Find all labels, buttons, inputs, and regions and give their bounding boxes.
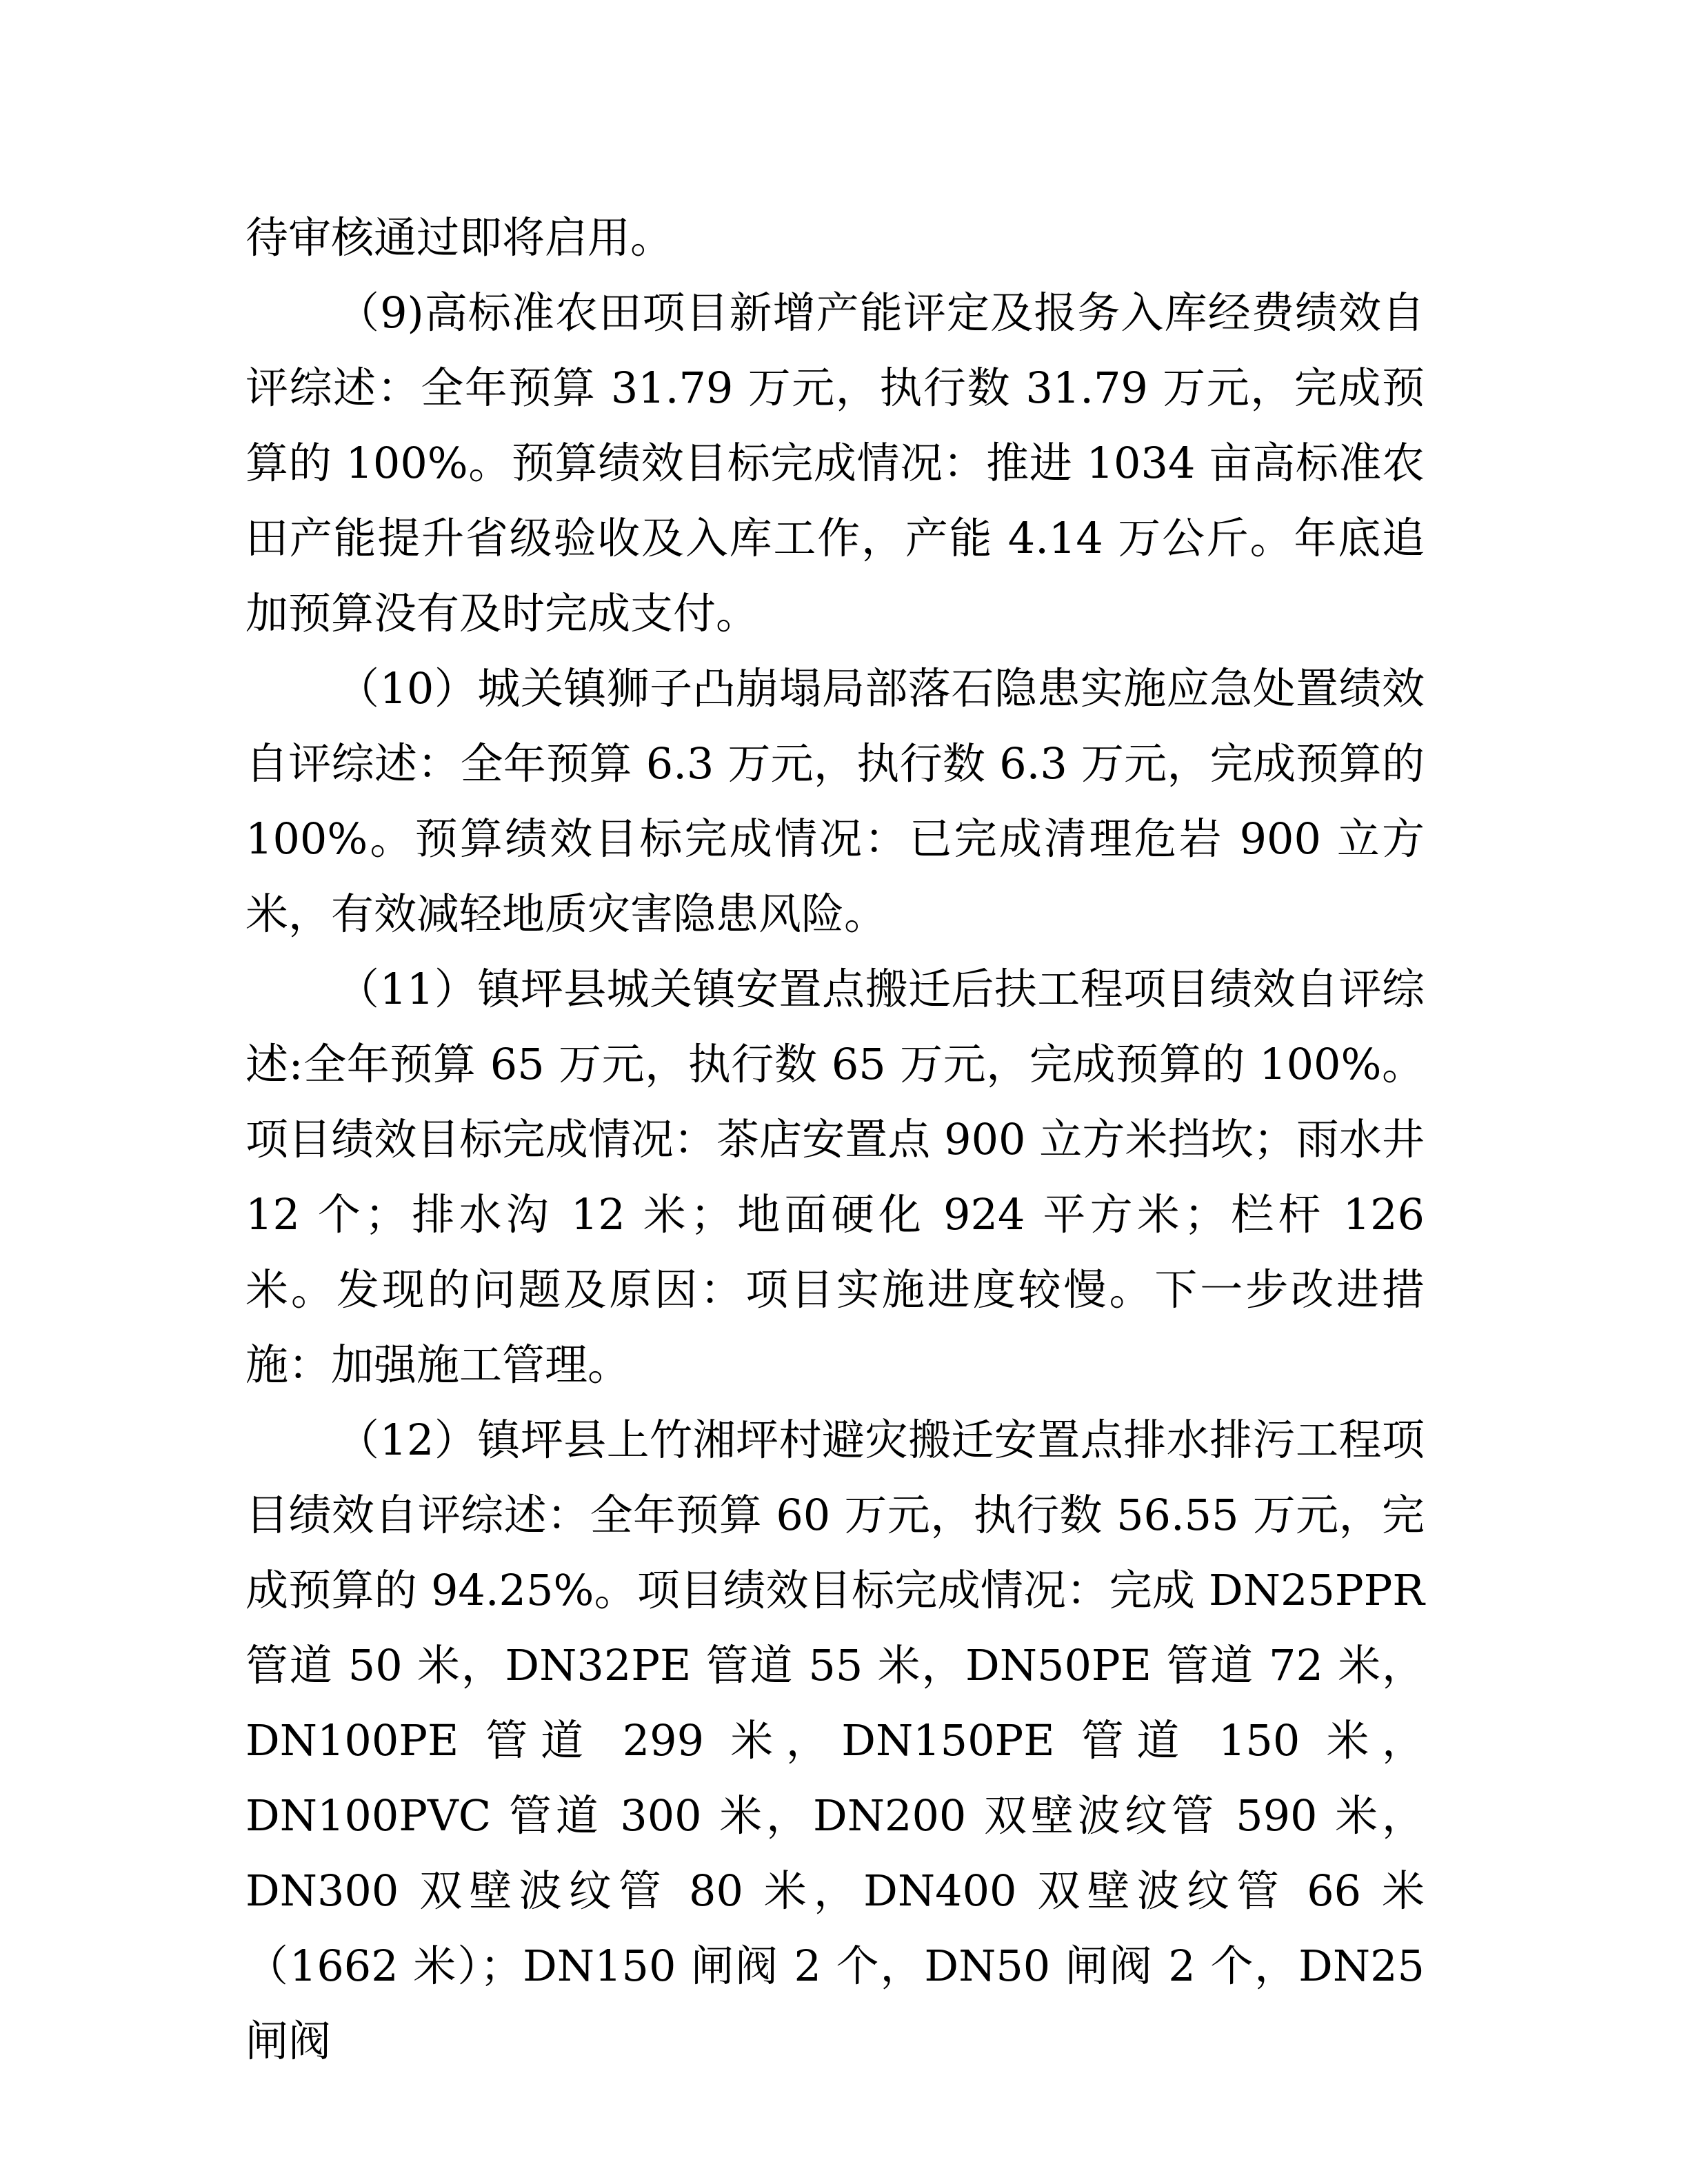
paragraph-item-12: （12）镇坪县上竹湘坪村避灾搬迁安置点排水排污工程项目绩效自评综述：全年预算 60 万元，执行数 56.55 万元，完成预算的 94.25%。项目绩效目标完成情况：完成 DN25PPR 管道 50 米，DN32PE 管道 55 米，DN50PE 管道 72 米，DN100PE 管道 299 米，DN150PE 管道 150 米，DN100PVC 管道 300 米，DN200 双壁波纹管 590 米，DN300 双壁波纹管 80 米，DN400 双壁波纹管 66 米（1662 米）；DN150 闸阀 2 个，DN50 闸阀 2 个，DN25 闸阀 [245, 1415, 1425, 2066]
paragraph-continuation: 待审核通过即将启用。 [245, 212, 674, 263]
document-page [245, 200, 1425, 2079]
paragraph-item-10: （10）城关镇狮子凸崩塌局部落石隐患实施应急处置绩效自评综述：全年预算 6.3 万元，执行数 6.3 万元，完成预算的 100%。预算绩效目标完成情况：已完成清理危岩 900 立方米，有效减轻地质灾害隐患风险。 [245, 663, 1425, 939]
paragraph-item-9: （9)高标准农田项目新增产能评定及报务入库经费绩效自评综述：全年预算 31.79 万元，执行数 31.79 万元，完成预算的 100%。预算绩效目标完成情况：推进 1034 亩高标准农田产能提升省级验收及入库工作，产能 4.14 万公斤。年底追加预算没有及时完成支付。 [245, 287, 1425, 638]
paragraph-item-11: （11）镇坪县城关镇安置点搬迁后扶工程项目绩效自评综述:全年预算 65 万元，执行数 65 万元，完成预算的 100%。项目绩效目标完成情况：茶店安置点 900 立方米挡坎；雨水井 12 个；排水沟 12 米；地面硬化 924 平方米；栏杆 126 米。发现的问题及原因：项目实施进度较慢。下一步改进措施：加强施工管理。 [245, 964, 1425, 1390]
